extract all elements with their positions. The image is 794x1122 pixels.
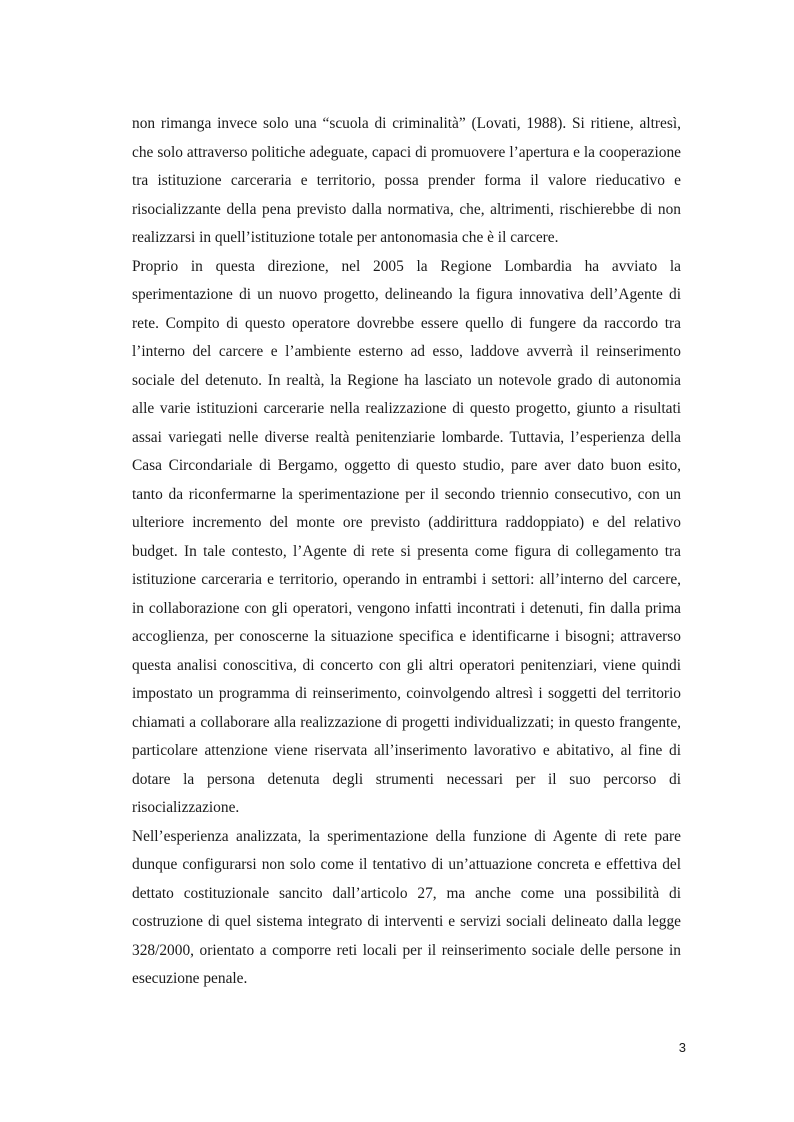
page-number: 3 [678,1040,686,1055]
paragraph-3: Nell’esperienza analizzata, la sperimentazione della funzione di Agente di rete pare dunque configurarsi non solo come il tentativo di un’attuazione concreta e effettiva del dettato costituzionale sancito dall’articolo 27, ma anche come una possibilità di costruzione di quel sistema integrato di interventi e servizi sociali delineato dalla legge 328/2000, orientato a comporre reti locali per il reinserimento sociale delle persone in esecuzione penale. [132,827,681,987]
paragraph-2: Proprio in questa direzione, nel 2005 la Regione Lombardia ha avviato la sperimentazione di un nuovo progetto, delineando la figura innovativa dell’Agente di rete. Compito di questo operatore dovrebbe essere quello di fungere da raccordo tra l’interno del carcere e l’ambiente esterno ad esso, laddove avverrà il reinserimento sociale del detenuto. In realtà, la Regione ha lasciato un notevole grado di autonomia alle varie istituzioni carcerarie nella realizzazione di questo progetto, giunto a risultati assai variegati nelle diverse realtà penitenziarie lombarde. Tuttavia, l’esperienza della Casa Circondariale di Bergamo, oggetto di questo studio, pare aver dato buon esito, tanto da riconfermarne la sperimentazione per il secondo triennio consecutivo, con un ulteriore incremento del monte ore previsto (addirittura raddoppiato) e del relativo budget. In tale contesto, l’Agente di rete si presenta come figura di collegamento tra istituzione carceraria e territorio, operando in entrambi i settori: all’interno del carcere, in collaborazione con gli operatori, vengono infatti incontrati i detenuti, fin dalla prima accoglienza, per conoscerne la situazione specifica e identificarne i bisogni; attraverso questa analisi conoscitiva, di concerto con gli altri operatori penitenziari, viene quindi impostato un programma di reinserimento, coinvolgendo altresì i soggetti del territorio chiamati a collaborare alla realizzazione di progetti individualizzati; in questo frangente, particolare attenzione viene riservata all’inserimento lavorativo e abitativo, al fine di dotare la persona detenuta degli strumenti necessari per il suo percorso di risocializzazione. [132,257,681,816]
paragraph-1: non rimanga invece solo una “scuola di criminalità” (Lovati, 1988). Si ritiene, altresì, che solo attraverso politiche adeguate, capaci di promuovere l’apertura e la cooperazione tra istituzione carceraria e territorio, possa prender forma il valore rieducativo e risocializzante della pena previsto dalla normativa, che, altrimenti, rischierebbe di non realizzarsi in quell’istituzione totale per antonomasia che è il carcere. [132,115,681,246]
body-text [132,110,681,994]
